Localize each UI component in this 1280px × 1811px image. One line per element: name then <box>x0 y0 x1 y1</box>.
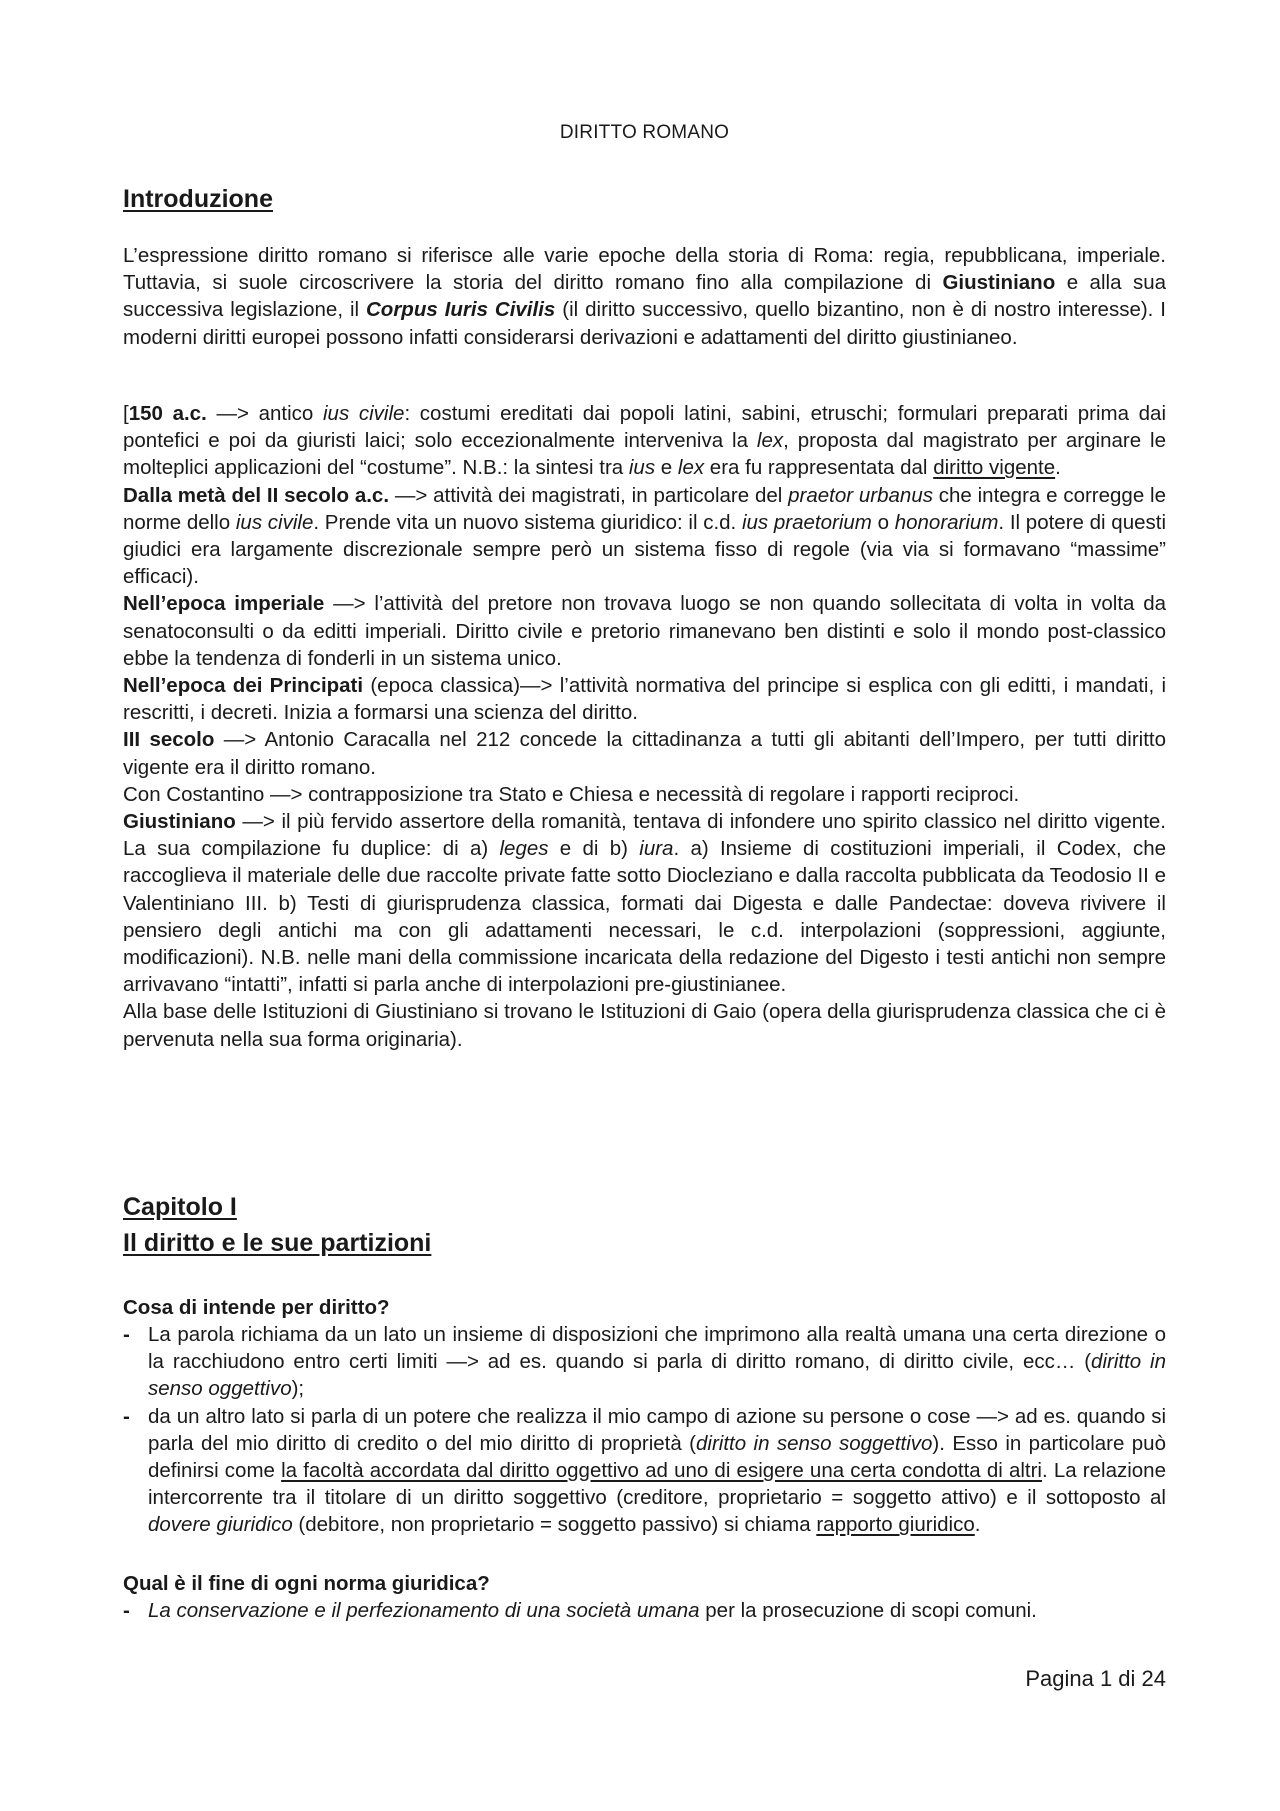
purpose-list <box>123 1597 1166 1624</box>
text: per la prosecuzione di scopi comuni. <box>699 1599 1037 1622</box>
bullet-dash: - <box>123 1323 130 1346</box>
paragraph: Con Costantino —> contrapposizione tra Stato e Chiesa e necessità di regolare i rapporti reciproci. <box>123 782 1020 806</box>
italic-text: ius <box>628 456 656 480</box>
text: o <box>871 510 895 534</box>
list-item <box>123 1403 1166 1539</box>
italic-text: ius civile <box>322 402 405 425</box>
text: e <box>655 456 678 480</box>
italic-text: dovere giuridico <box>148 1513 293 1537</box>
text: ); <box>291 1377 305 1401</box>
text: —> l’attività del pretore non trovava luogo se non quando sollecitata di volta in volta da senatoconsulti o da editti imperiali. Diritto civile e pretorio rimanevano ben distinti e solo il mondo post-classico ebbe la tendenza di fonderli in un sistema unico. <box>123 592 1166 670</box>
intro-text-block <box>123 242 1166 351</box>
text: —> il più fervido assertore della romanità, tentava di infondere uno spirito classico nel diritto vigente. La sua compilazione fu duplice: di a) <box>123 810 1166 861</box>
paragraph <box>123 672 1166 726</box>
text: —> Antonio Caracalla nel 212 concede la cittadinanza a tutti gli abitanti dell’Impero, per tutti diritto vigente era il diritto romano. <box>123 728 1166 779</box>
question-heading: Qual è il fine di ogni norma giuridica? <box>123 1572 490 1595</box>
italic-text: diritto in senso oggettivo <box>148 1350 1167 1401</box>
bold-italic-text: Corpus Iuris Civilis <box>366 298 556 322</box>
text: —> attività dei magistrati, in particolare del <box>389 483 789 507</box>
italic-text: honorarium <box>894 510 999 534</box>
definition-list <box>123 1321 1166 1539</box>
text: : costumi ereditati dai popoli latini, sabini, etruschi; formulari preparati prima dai pontefici e poi da giuristi laici; solo eccezionalmente interveniva la <box>123 402 1167 453</box>
paragraph <box>123 590 1166 672</box>
text: da un altro lato si parla di un potere che realizza il mio campo di azione su persone o cose —> ad es. quando si parla del mio diritto di credito o del mio diritto di proprietà ( <box>148 1404 1166 1455</box>
text: . a) Insieme di costituzioni imperiali, il Codex, che raccoglieva il materiale delle due raccolte private fatte sotto Diocleziano e dalla raccolta pubblicata da Teodosio II e Valentiniano III. b) Testi di giurisprudenza classica, formati dai Digesta e dalle Pandectae: doveva rivivere il pensiero degli antichi ma con gli adattamenti necessari, le c.d. interpolazioni (soppressioni, aggiunte, modificazioni). N.B. nelle mani della commissione incaricata della redazione del Digesto i testi antichi non sempre arrivavano “intatti”, infatti si parla anche di interpolazioni pre-giustinianee. <box>123 837 1166 997</box>
question-heading: Cosa di intende per diritto? <box>123 1296 390 1319</box>
bold-text: III secolo <box>123 728 215 752</box>
bold-text: Nell’epoca dei Principati <box>123 674 364 698</box>
text: . Il potere di questi giudici era largamente discrezionale sempre però un sistema fisso di regole (via via si formavano “massime” efficaci). <box>123 510 1167 589</box>
text: [ <box>123 402 129 425</box>
bullet-dash: - <box>123 1404 130 1428</box>
paragraph <box>123 726 1166 780</box>
italic-text: lex <box>756 429 784 453</box>
italic-text: lex <box>677 456 705 480</box>
bold-text: 150 a.c. <box>128 402 207 425</box>
paragraph <box>123 808 1166 998</box>
list-item <box>123 1597 1166 1624</box>
paragraph <box>123 400 1166 482</box>
text: (il diritto successivo, quello bizantino, non è di nostro interesse). I moderni diritti europei possono infatti considerarsi derivazioni e adattamenti del diritto giustinianeo. <box>123 298 1167 349</box>
bold-text: Dalla metà del II secolo a.c. <box>123 483 390 507</box>
text: . Prende vita un nuovo sistema giuridico: il c.d. <box>313 510 742 534</box>
italic-text: diritto in senso soggettivo <box>695 1431 933 1455</box>
italic-text: iura <box>639 837 674 861</box>
text: che integra e corregge le norme dello <box>123 483 1166 534</box>
italic-text: La conservazione e il perfezionamento di una società umana <box>148 1599 700 1622</box>
chapter-subheading: Il diritto e le sue partizioni <box>123 1229 432 1257</box>
text: . <box>1055 456 1061 480</box>
bold-text: Nell’epoca imperiale <box>123 592 325 616</box>
underlined-text: la facoltà accordata dal diritto oggettivo ad uno di esigere una certa condotta di altri <box>281 1459 1042 1483</box>
text: La parola richiama da un lato un insieme di disposizioni che imprimono alla realtà umana una certa direzione o la racchiudono entro certi limiti —> ad es. quando si parla di diritto romano, di diritto civile, ecc… ( <box>148 1323 1166 1374</box>
italic-text: ius praetorium <box>741 510 872 534</box>
list-item <box>123 1321 1166 1403</box>
underlined-text: diritto vigente <box>933 456 1056 480</box>
document-title: DIRITTO ROMANO <box>559 122 730 143</box>
italic-text: leges <box>499 837 549 861</box>
paragraph: Alla base delle Istituzioni di Giustiniano si trovano le Istituzioni di Gaio (opera della giurisprudenza classica che ci è pervenuta nella sua forma originaria). <box>123 1000 1166 1051</box>
text: ). Esso in particolare può definirsi come <box>148 1431 1166 1483</box>
page-number: Pagina 1 di 24 <box>1025 1666 1166 1691</box>
italic-text: praetor urbanus <box>788 483 933 507</box>
text: —> antico <box>206 402 323 425</box>
text: e di b) <box>548 837 640 861</box>
italic-text: ius civile <box>235 510 314 534</box>
history-text-block <box>123 400 1166 1053</box>
chapter-heading: Capitolo I <box>123 1193 237 1221</box>
paragraph <box>123 482 1166 591</box>
text: era fu rappresentata dal <box>704 456 934 480</box>
text: e alla sua successiva legislazione, il <box>123 271 1166 322</box>
text: (debitore, non proprietario = soggetto passivo) si chiama <box>292 1513 817 1537</box>
bullet-dash: - <box>123 1599 130 1622</box>
text: . <box>974 1513 981 1537</box>
text: . La relazione intercorrente tra il titolare di un diritto soggettivo (creditore, proprietario = soggetto attivo) e il sottoposto al <box>148 1459 1166 1510</box>
underlined-text: rapporto giuridico <box>816 1513 975 1537</box>
text: L’espressione diritto romano si riferisce alle varie epoche della storia di Roma: regia, repubblicana, imperiale. Tuttavia, si suole circoscrivere la storia del diritto romano fino alla compilazione di <box>123 244 1166 295</box>
text: (epoca classica)—> l’attività normativa del principe si esplica con gli editti, i mandati, i rescritti, i decreti. Inizia a formarsi una scienza del diritto. <box>123 674 1166 725</box>
paragraph <box>123 242 1166 351</box>
document-page <box>123 0 1166 1811</box>
bold-text: Giustiniano <box>942 271 1056 295</box>
text: , proposta dal magistrato per arginare le molteplici applicazioni del “costume”. N.B.: la sintesi tra <box>123 429 1166 480</box>
bold-text: Giustiniano <box>123 810 236 834</box>
section-heading-introduzione: Introduzione <box>123 185 273 213</box>
